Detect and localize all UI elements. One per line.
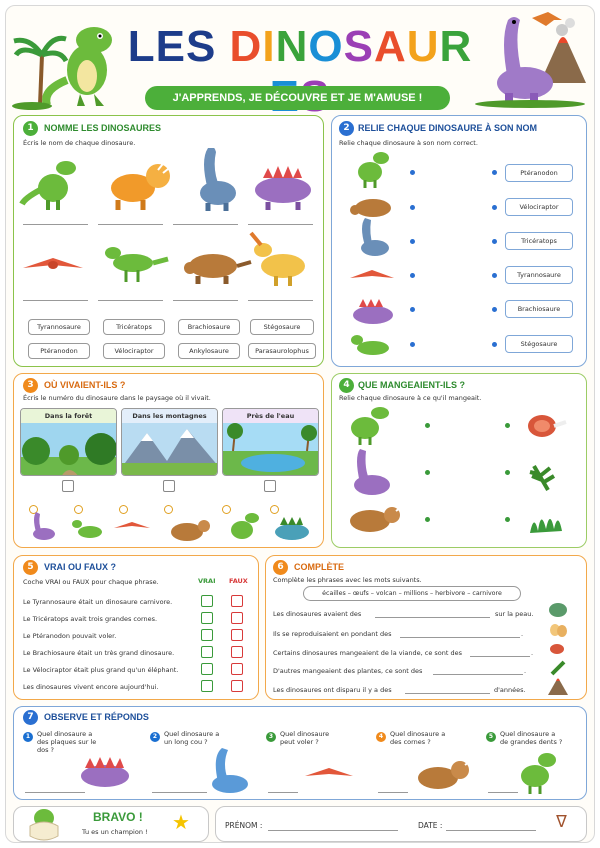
answer-line[interactable] xyxy=(152,792,207,793)
sentence-end: sur la peau. xyxy=(495,610,534,618)
section-number: 6 xyxy=(273,560,288,575)
prenom-label: PRÉNOM : xyxy=(225,821,263,830)
name-label: Vélociraptor xyxy=(505,198,573,216)
question-text: Quel dinosaure a un long cou ? xyxy=(164,730,220,746)
answer-line[interactable] xyxy=(268,792,298,793)
section-number: 2 xyxy=(339,121,354,136)
name-label: Tricératops xyxy=(505,232,573,250)
habitat-mountains xyxy=(121,408,218,476)
connect-dot[interactable] xyxy=(410,273,415,278)
brachiosaurus-icon xyxy=(33,512,55,540)
footprint-icon: ᐁ xyxy=(556,812,567,831)
connect-dot[interactable] xyxy=(425,517,430,522)
title-letter: U xyxy=(406,22,440,71)
answer-line[interactable] xyxy=(433,674,523,675)
title-letter: O xyxy=(308,22,344,71)
name-label: Stégosaure xyxy=(505,335,573,353)
statement: Le Tricératops avait trois grandes cornes. xyxy=(23,615,158,623)
brachiosaurus-volcano-illustration xyxy=(470,8,590,108)
trex-icon xyxy=(358,152,389,188)
date-label: DATE : xyxy=(418,821,443,830)
name-label: Tricératops xyxy=(103,319,165,335)
name-date-box xyxy=(215,806,587,842)
name-label: Brachiosaure xyxy=(178,319,240,335)
answer-line[interactable] xyxy=(25,792,85,793)
connect-dot[interactable] xyxy=(492,239,497,244)
name-label: Parasaurolophus xyxy=(248,343,316,359)
section-number: 4 xyxy=(339,378,354,393)
false-checkbox[interactable] xyxy=(231,629,243,641)
triceratops-icon xyxy=(111,160,173,210)
trex-palm-illustration xyxy=(12,10,122,110)
answer-line[interactable] xyxy=(248,300,313,301)
title-letter: S xyxy=(185,22,217,71)
date-field[interactable] xyxy=(446,830,536,831)
connect-dot[interactable] xyxy=(505,470,510,475)
connect-dot[interactable] xyxy=(410,307,415,312)
question-text: Quel dinosaure a de grandes dents ? xyxy=(500,730,563,746)
statement: Les dinosaures vivent encore aujourd'hui. xyxy=(23,683,159,691)
answer-line[interactable] xyxy=(23,300,88,301)
answer-line[interactable] xyxy=(375,617,490,618)
connect-dot[interactable] xyxy=(425,423,430,428)
section-true-false xyxy=(13,555,259,700)
title-letter: S xyxy=(343,22,374,71)
sentence-start: Ils se reproduisaient en pondant des xyxy=(273,630,392,638)
true-checkbox[interactable] xyxy=(201,595,213,607)
question-number: 4 xyxy=(376,732,386,742)
connect-dot[interactable] xyxy=(410,342,415,347)
section-title: QUE MANGEAIENT-ILS ? xyxy=(358,380,466,390)
velociraptor-icon xyxy=(72,520,102,538)
velociraptor-icon xyxy=(351,335,389,355)
habitat-answer-box[interactable] xyxy=(163,480,175,492)
section-title: OÙ VIVAIENT-ILS ? xyxy=(44,380,126,390)
name-label: Tyrannosaure xyxy=(28,319,90,335)
stegosaurus-icon xyxy=(275,517,309,540)
title-letter: A xyxy=(373,22,407,71)
leaf-icon xyxy=(530,466,554,490)
brachiosaurus-icon xyxy=(354,449,390,495)
true-checkbox[interactable] xyxy=(201,663,213,675)
baby-dino-egg-icon xyxy=(24,800,64,842)
answer-line[interactable] xyxy=(405,693,490,694)
sentence-end: . xyxy=(521,630,524,638)
section-instruction: Coche VRAI ou FAUX pour chaque phrase. xyxy=(23,578,159,586)
brachiosaurus-icon xyxy=(212,748,248,793)
false-checkbox[interactable] xyxy=(231,646,243,658)
volcano-icon xyxy=(548,679,568,696)
true-checkbox[interactable] xyxy=(201,680,213,692)
section-instruction: Écris le nom de chaque dinosaure. xyxy=(23,139,136,147)
question-text: Quel dinosaure a des plaques sur le dos ? xyxy=(37,730,97,754)
plant-icon xyxy=(530,519,562,533)
stegosaurus-icon xyxy=(255,166,311,210)
subtitle-banner: J'APPRENDS, JE DÉCOUVRE ET JE M'AMUSE ! xyxy=(145,86,450,110)
meat-icon xyxy=(550,644,564,654)
name-label: Ankylosaure xyxy=(178,343,240,359)
section-title: VRAI OU FAUX ? xyxy=(44,562,117,572)
connect-dot[interactable] xyxy=(492,273,497,278)
section-title: OBSERVE ET RÉPONDS xyxy=(44,712,149,722)
section-number: 7 xyxy=(23,710,38,725)
connect-dot[interactable] xyxy=(505,517,510,522)
meat-icon xyxy=(528,415,566,437)
sentence-start: Les dinosaures ont disparu il y a des xyxy=(273,686,392,694)
answer-line[interactable] xyxy=(173,300,238,301)
triceratops-icon xyxy=(171,520,210,541)
statement: Le Vélociraptor était plus grand qu'un éléphant. xyxy=(23,666,179,674)
complete-icons xyxy=(546,602,571,698)
true-header: VRAI xyxy=(198,577,216,585)
name-label: Ptéranodon xyxy=(505,164,573,182)
title-letter: N xyxy=(275,22,309,71)
connect-dot[interactable] xyxy=(492,170,497,175)
title-letter: R xyxy=(439,22,473,71)
parasaurolophus-icon xyxy=(251,233,305,286)
trex-icon xyxy=(351,407,389,445)
section-number: 1 xyxy=(23,121,38,136)
statement: Le Tyrannosaure était un dinosaure carnivore. xyxy=(23,598,173,606)
question-number: 2 xyxy=(150,732,160,742)
dinosaur-column xyxy=(345,150,405,365)
section-instruction: Complète les phrases avec les mots suivants. xyxy=(273,576,422,584)
section-title: NOMME LES DINOSAURES xyxy=(44,123,162,133)
mountains-picture xyxy=(122,423,218,476)
pteranodon-icon xyxy=(114,522,150,528)
observe-dinosaurs xyxy=(20,748,580,798)
name-label: Tyrannosaure xyxy=(505,266,573,284)
connect-dot[interactable] xyxy=(410,170,415,175)
false-checkbox[interactable] xyxy=(231,595,243,607)
section-instruction: Relie chaque dinosaure à ce qu'il mangeait. xyxy=(339,394,482,402)
trex-icon xyxy=(231,513,259,539)
answer-line[interactable] xyxy=(470,656,530,657)
trex-icon xyxy=(22,161,76,210)
true-checkbox[interactable] xyxy=(201,629,213,641)
connect-dot[interactable] xyxy=(425,470,430,475)
star-icon: ★ xyxy=(172,810,190,834)
habitat-water xyxy=(222,408,319,476)
section-instruction: Écris le numéro du dinosaure dans le paysage où il vivait. xyxy=(23,394,211,402)
pteranodon-icon xyxy=(305,768,353,776)
triceratops-icon xyxy=(350,505,404,532)
brachiosaurus-icon xyxy=(200,148,236,211)
habitat-label: Dans la forêt xyxy=(21,409,116,423)
true-checkbox[interactable] xyxy=(201,612,213,624)
scales-icon xyxy=(549,603,567,617)
question-number: 3 xyxy=(266,732,276,742)
habitat-forest xyxy=(20,408,117,476)
stegosaurus-icon xyxy=(353,299,393,324)
section-instruction: Relie chaque dinosaure à son nom correct. xyxy=(339,139,478,147)
forest-picture xyxy=(21,423,117,476)
answer-line[interactable] xyxy=(98,224,163,225)
leaf-icon xyxy=(552,662,564,674)
section-number: 3 xyxy=(23,378,38,393)
sentence-end: . xyxy=(531,649,534,657)
habitat-label: Près de l'eau xyxy=(223,409,318,423)
false-checkbox[interactable] xyxy=(231,612,243,624)
connect-dot[interactable] xyxy=(505,423,510,428)
question-text: Quel dinosaure peut voler ? xyxy=(280,730,330,746)
false-header: FAUX xyxy=(229,577,248,585)
statement: Le Brachiosaure était un très grand dinosaure. xyxy=(23,649,175,657)
dinosaur-pictures xyxy=(18,148,318,293)
velociraptor-icon xyxy=(105,247,168,282)
name-label: Brachiosaure xyxy=(505,300,573,318)
name-label: Stégosaure xyxy=(250,319,314,335)
pteranodon-icon xyxy=(23,258,83,269)
sentence-end: d'années. xyxy=(494,686,526,694)
connect-dot[interactable] xyxy=(410,205,415,210)
bravo-text: BRAVO ! xyxy=(93,810,143,824)
habitat-answer-box[interactable] xyxy=(62,480,74,492)
answer-line[interactable] xyxy=(248,224,313,225)
champion-text: Tu es un champion ! xyxy=(82,828,148,836)
connect-dot[interactable] xyxy=(492,342,497,347)
sentence-start: D'autres mangeaient des plantes, ce sont des xyxy=(273,667,423,675)
sentence-end: . xyxy=(524,667,527,675)
lake-picture xyxy=(223,423,319,476)
habitat-dinosaurs xyxy=(22,508,322,546)
trex-icon xyxy=(521,753,556,794)
question-number: 1 xyxy=(23,732,33,742)
section-title: RELIE CHAQUE DINOSAURE À SON NOM xyxy=(358,123,538,133)
answer-line[interactable] xyxy=(400,637,520,638)
sentence-start: Les dinosaures avaient des xyxy=(273,610,362,618)
answer-line[interactable] xyxy=(23,224,88,225)
true-checkbox[interactable] xyxy=(201,646,213,658)
stegosaurus-icon xyxy=(81,757,129,787)
title-letter: L xyxy=(127,22,156,71)
false-checkbox[interactable] xyxy=(231,680,243,692)
ankylosaurus-icon xyxy=(184,254,251,284)
pteranodon-icon xyxy=(350,270,394,278)
statement: Le Ptéranodon pouvait voler. xyxy=(23,632,117,640)
answer-line[interactable] xyxy=(378,792,408,793)
name-label: Ptéranodon xyxy=(28,343,90,359)
title-letter: D xyxy=(229,22,263,71)
food-dinosaurs xyxy=(340,403,410,543)
answer-line[interactable] xyxy=(488,792,518,793)
connect-dot[interactable] xyxy=(410,239,415,244)
food-pictures xyxy=(520,408,575,538)
sentence-start: Certains dinosaures mangeaient de la viande, ce sont des xyxy=(273,649,463,657)
habitat-label: Dans les montagnes xyxy=(122,409,217,423)
triceratops-icon xyxy=(418,759,473,789)
title-letter xyxy=(216,22,229,72)
section-number: 5 xyxy=(23,560,38,575)
title-letter: E xyxy=(155,22,186,71)
ankylosaurus-icon xyxy=(350,199,391,217)
title-letter: I xyxy=(262,22,276,71)
word-bank: écailles – œufs – volcan – millions – herbivore – carnivore xyxy=(303,586,521,601)
connect-dot[interactable] xyxy=(492,307,497,312)
brachiosaurus-icon xyxy=(361,218,389,256)
eggs-icon xyxy=(550,624,567,637)
question-number: 5 xyxy=(486,732,496,742)
false-checkbox[interactable] xyxy=(231,663,243,675)
habitat-answer-box[interactable] xyxy=(264,480,276,492)
section-title: COMPLÈTE xyxy=(294,562,345,572)
name-label: Vélociraptor xyxy=(103,343,165,359)
connect-dot[interactable] xyxy=(492,205,497,210)
prenom-field[interactable] xyxy=(268,830,398,831)
question-text: Quel dinosaure a des cornes ? xyxy=(390,730,446,746)
answer-line[interactable] xyxy=(98,300,163,301)
answer-line[interactable] xyxy=(173,224,238,225)
